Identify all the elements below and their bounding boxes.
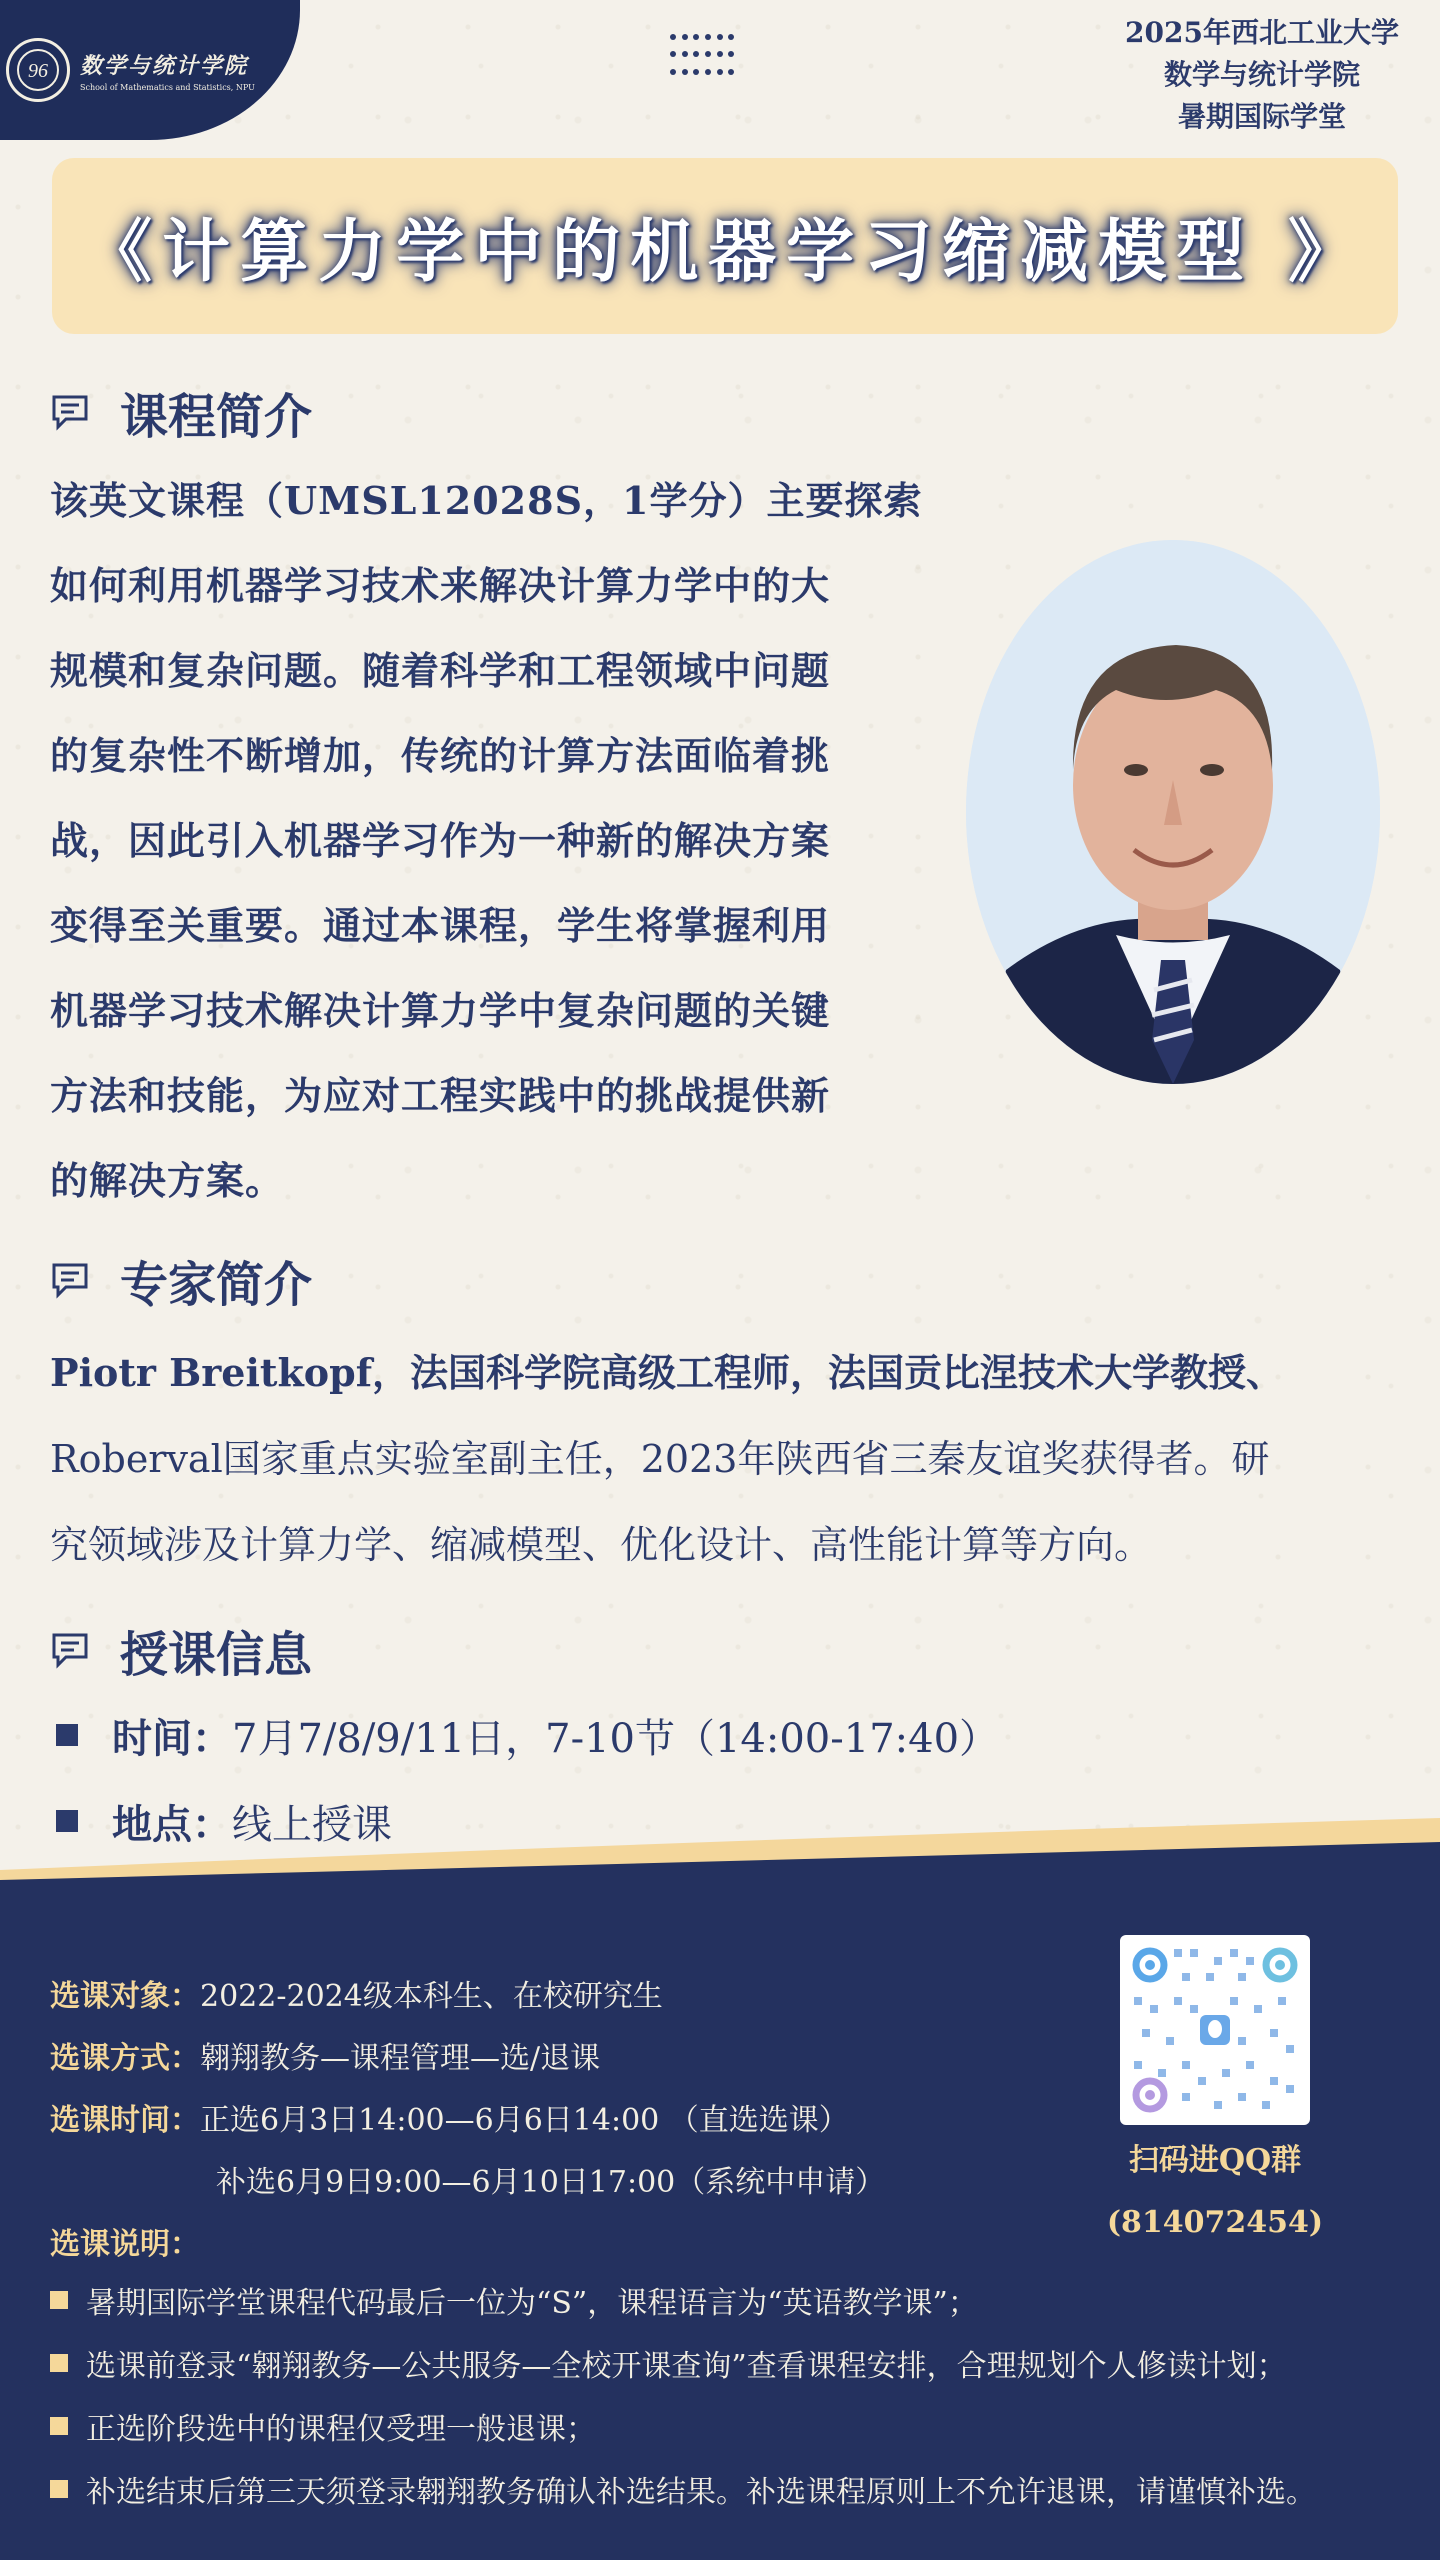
info-value: 7月7/8/9/11日，7-10节（14:00-17:40） [232, 1715, 1000, 1762]
description-line: 该英文课程（UMSL12028S，1学分）主要探索 [50, 478, 923, 523]
expert-name-title: Piotr Breitkopf，法国科学院高级工程师，法国贡比涅技术大学教授、 [50, 1350, 1285, 1395]
logo-block [0, 0, 300, 140]
section-heading-expert [50, 1246, 312, 1315]
detail-key: 选课对象： [50, 1979, 200, 2014]
detail-row [50, 2024, 885, 2086]
description-line: 机器学习技术解决计算力学中复杂问题的关键 [50, 988, 831, 1033]
organizer-info [1102, 12, 1422, 138]
detail-row [50, 2086, 885, 2148]
note-text: 补选结束后第三天须登录翱翔教务确认补选结果。补选课程原则上不允许退课，请谨慎补选。 [86, 2474, 1316, 2510]
note-item [50, 2394, 1316, 2457]
course-title: 《计算力学中的机器学习缩减模型 》 [84, 211, 1366, 292]
description-line: 的复杂性不断增加，传统的计算方法面临着挑 [50, 733, 831, 778]
square-bullet-icon [50, 2354, 68, 2372]
expert-bio-line [50, 1330, 1410, 1416]
section-title: 授课信息 [120, 1627, 313, 1683]
section-heading-intro [50, 378, 312, 447]
note-text: 选课前登录“翱翔教务—公共服务—全校开课查询”查看课程安排，合理规划个人修读计划； [86, 2348, 1287, 2384]
expert-bio [50, 1330, 1410, 1588]
info-time [56, 1692, 999, 1778]
note-text: 暑期国际学堂课程代码最后一位为“S”，课程语言为“英语教学课”； [86, 2285, 978, 2321]
description-line: 的解决方案。 [50, 1158, 285, 1203]
svg-text:96: 96 [28, 60, 48, 82]
organizer-line: 暑期国际学堂 [1177, 100, 1346, 133]
detail-value: 正选6月3日14:00—6月6日14:00 （直选选课） [200, 2103, 849, 2138]
info-key: 地点： [112, 1800, 232, 1848]
enrollment-details [50, 1962, 885, 2272]
organizer-line: 数学与统计学院 [1163, 58, 1360, 91]
enrollment-notes [50, 2268, 1316, 2520]
expert-photo [966, 540, 1380, 1084]
description-line: 规模和复杂问题。随着科学和工程领域中问题 [50, 648, 831, 693]
detail-value: 翱翔教务—课程管理—选/退课 [200, 2041, 601, 2076]
expert-bio-line: 究领域涉及计算力学、缩减模型、优化设计、高性能计算等方向。 [50, 1523, 1153, 1567]
chat-bubble-icon [50, 391, 94, 435]
course-description [50, 458, 940, 1223]
section-title: 专家简介 [120, 1257, 313, 1313]
square-bullet-icon [50, 2291, 68, 2309]
note-item [50, 2457, 1316, 2520]
description-line: 如何利用机器学习技术来解决计算力学中的大 [50, 563, 831, 608]
info-key: 时间： [112, 1714, 232, 1762]
square-bullet-icon [50, 2480, 68, 2498]
note-text: 正选阶段选中的课程仅受理一般退课； [86, 2411, 596, 2447]
description-line: 战，因此引入机器学习作为一种新的解决方案 [50, 818, 831, 863]
note-item [50, 2268, 1316, 2331]
detail-value: 补选6月9日9:00—6月10日17:00（系统中申请） [216, 2165, 886, 2200]
square-bullet-icon [56, 1724, 78, 1746]
detail-row [50, 2210, 885, 2272]
qr-caption-title: 扫码进QQ群 [1128, 2143, 1302, 2178]
chat-bubble-icon [50, 1629, 94, 1673]
chat-bubble-icon [50, 1259, 94, 1303]
detail-key: 选课时间： [50, 2103, 200, 2138]
detail-row [50, 1962, 885, 2024]
qr-code-icon [1128, 1943, 1302, 2117]
description-line: 变得至关重要。通过本课程，学生将掌握利用 [50, 903, 831, 948]
title-banner [52, 158, 1398, 334]
expert-bio-line: Roberval国家重点实验室副主任，2023年陕西省三秦友谊奖获得者。研 [50, 1437, 1270, 1481]
info-value: 线上授课 [232, 1801, 392, 1848]
note-item [50, 2331, 1316, 2394]
description-line: 方法和技能，为应对工程实践中的挑战提供新 [50, 1073, 831, 1118]
detail-row [50, 2148, 885, 2210]
section-heading-info [50, 1616, 312, 1685]
school-emblem-icon [6, 38, 70, 102]
logo-title: 数学与统计学院 [80, 52, 249, 79]
detail-key: 选课方式： [50, 2041, 200, 2076]
logo-subtitle: School of Mathematics and Statistics, NPU [80, 82, 255, 92]
organizer-line: 2025年西北工业大学 [1125, 16, 1399, 49]
qq-group-qr-code[interactable] [1120, 1935, 1310, 2125]
qq-group-number: (814072454) [1106, 2205, 1324, 2240]
detail-value: 2022-2024级本科生、在校研究生 [200, 1979, 663, 2014]
section-title: 课程简介 [120, 389, 313, 445]
detail-key: 选课说明： [50, 2227, 200, 2262]
decorative-dots [670, 34, 740, 86]
square-bullet-icon [50, 2417, 68, 2435]
qr-caption [1090, 2130, 1340, 2254]
